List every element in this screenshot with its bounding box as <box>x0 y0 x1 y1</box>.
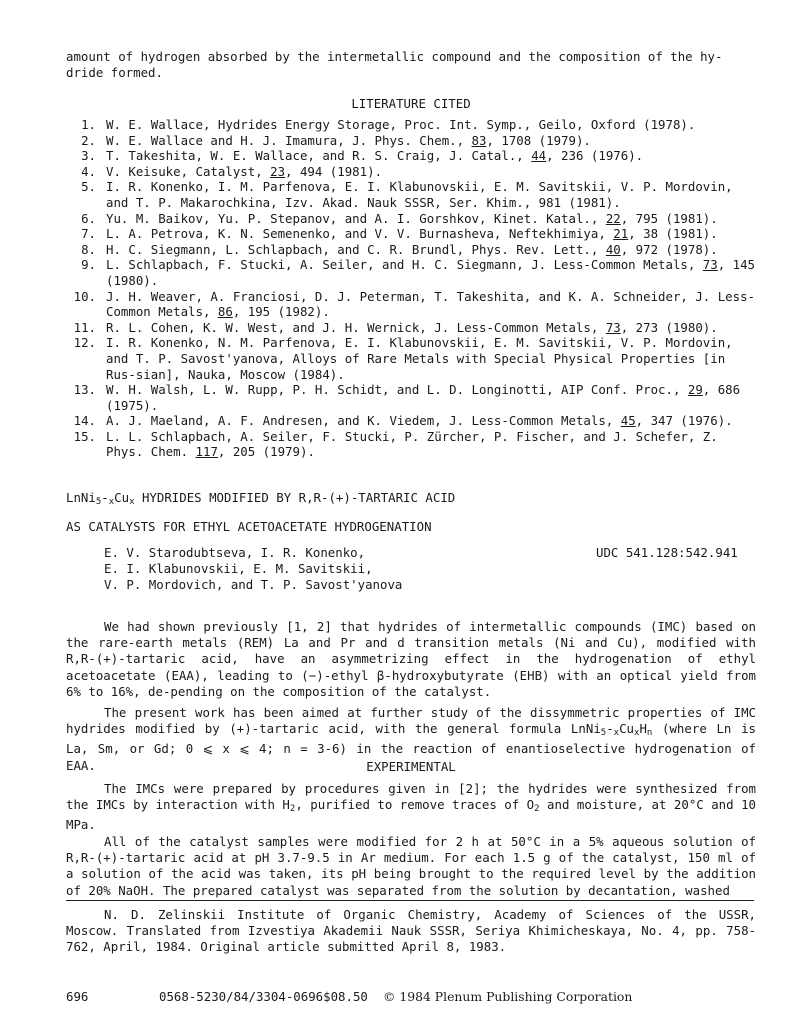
reference-text-tail: , 236 (1976). <box>546 148 644 164</box>
reference-item <box>66 320 756 336</box>
reference-number: 10. <box>73 288 96 304</box>
footnote-divider <box>66 900 754 901</box>
reference-volume: 44 <box>531 148 547 164</box>
reference-volume: 73 <box>702 257 718 273</box>
reference-volume: 22 <box>605 210 621 226</box>
document-code: 0568-5230/84/3304-0696$08.50 <box>159 989 368 1004</box>
reference-text: L. Schlapbach, F. Stucki, A. Seiler, and H. C. Siegmann, J. Less-Common Metals, <box>106 257 703 273</box>
reference-text-tail: , 38 (1981). <box>628 226 718 242</box>
reference-text-tail: , 686 (1975). <box>106 382 741 413</box>
reference-list <box>66 117 756 460</box>
reference-item <box>66 257 756 288</box>
reference-number: 9. <box>81 257 96 273</box>
intro-continuation: amount of hydrogen absorbed by the intermetallic compound and the composition of the hy-dride formed. <box>66 49 723 81</box>
paragraph-intro: We had shown previously [1, 2] that hydrides of intermetallic compounds (IMC) based on the rare-earth metals (REM) La and Pr and d transition metals (Ni and Cu), modified with R,R-(+)-tartaric acid, have an asymmetrizing effect in the hydrogenation of ethyl acetoacetate (EAA), leading to (−)-ethyl β-hydroxybutyrate (EHB) with an optical yield from 6% to 16%, de-pending on the composition of the catalyst. <box>66 619 756 699</box>
reference-number: 5. <box>81 179 96 195</box>
reference-volume: 83 <box>471 132 487 148</box>
reference-item <box>66 148 756 164</box>
reference-text-tail: , 494 (1981). <box>285 163 383 179</box>
reference-text: I. R. Konenko, I. M. Parfenova, E. I. Klabunovskii, E. M. Savitskii, V. P. Mordovin, and T. P. Makarochkina, Izv. Akad. Nauk SSSR, Ser. Khim., 981 (1981). <box>106 179 733 210</box>
reference-number: 15. <box>73 428 96 444</box>
literature-heading: LITERATURE CITED <box>351 96 471 111</box>
reference-number: 12. <box>73 335 96 351</box>
reference-number: 4. <box>81 163 96 179</box>
reference-text-tail: , 195 (1982). <box>232 304 330 320</box>
article-title <box>66 490 756 535</box>
reference-item <box>66 242 756 258</box>
reference-text-tail: , 145 (1980). <box>106 257 756 288</box>
reference-item <box>66 164 756 180</box>
reference-text: J. H. Weaver, A. Franciosi, D. J. Peterman, T. Takeshita, and K. A. Schneider, J. Less-Common Metals, <box>106 288 756 320</box>
reference-volume: 40 <box>605 241 621 257</box>
author-line: E. I. Klabunovskii, E. M. Savitskii, <box>104 561 373 577</box>
reference-text: H. C. Siegmann, L. Schlapbach, and C. R. Brundl, Phys. Rev. Lett., <box>106 241 606 257</box>
reference-text: W. H. Walsh, L. W. Rupp, P. H. Schidt, and L. D. Longinotti, AIP Conf. Proc., <box>106 382 688 398</box>
reference-text-tail: , 273 (1980). <box>620 319 718 335</box>
reference-volume: 29 <box>687 382 703 398</box>
reference-item <box>66 179 756 210</box>
reference-volume: 86 <box>217 304 233 320</box>
reference-number: 7. <box>81 226 96 242</box>
reference-item <box>66 133 756 149</box>
reference-text-tail: , 347 (1976). <box>635 413 733 429</box>
reference-volume: 45 <box>620 413 636 429</box>
reference-volume: 21 <box>613 226 629 242</box>
reference-text-tail: , 205 (1979). <box>217 444 315 460</box>
reference-text: T. Takeshita, W. E. Wallace, and R. S. Craig, J. Catal., <box>106 148 532 164</box>
reference-item <box>66 289 756 320</box>
author-line: E. V. Starodubtseva, I. R. Konenko, <box>104 545 366 560</box>
udc-code: UDC 541.128:542.941 <box>596 545 738 560</box>
reference-item <box>66 211 756 227</box>
reference-text: Yu. M. Baikov, Yu. P. Stepanov, and A. I. Gorshkov, Kinet. Katal., <box>106 210 606 226</box>
author-line: V. P. Mordovich, and T. P. Savost'yanova <box>104 577 403 593</box>
reference-text: I. R. Konenko, N. M. Parfenova, E. I. Klabunovskii, E. M. Savitskii, V. P. Mordovin, and T. P. Savost'yanova, Alloys of Rare Metals with Special Physical Properties [in Rus-sian], Nauka, Moscow (1984). <box>106 335 733 382</box>
reference-text: L. A. Petrova, K. N. Semenenko, and V. V. Burnasheva, Neftekhimiya, <box>106 226 614 242</box>
reference-text: W. E. Wallace, Hydrides Energy Storage, Proc. Int. Symp., Geilo, Oxford (1978). <box>106 117 696 132</box>
paragraph-aim: The present work has been aimed at further study of the dissymmetric properties of IMC hydrides modified by (+)-tartaric acid, with the general formula $LnNi_5-_xCu_xH_n$ (where Ln is La, Sm, or Gd; 0 ⩽ x ⩽ 4; n = 3-6) in the reaction of enantioselective hydrogenation of EAA. <box>66 705 756 773</box>
reference-text: L. L. Schlapbach, A. Seiler, F. Stucki, P. Zürcher, P. Fischer, and J. Schefer, Z. Phys. Chem. <box>106 428 718 460</box>
reference-item <box>66 117 756 133</box>
reference-number: 1. <box>81 117 96 132</box>
title-line-2: AS CATALYSTS FOR ETHYL ACETOACETATE HYDROGENATION <box>66 519 432 535</box>
author-block <box>104 545 604 594</box>
reference-item <box>66 429 756 460</box>
reference-text-tail: , 1708 (1979). <box>486 132 591 148</box>
reference-volume: 23 <box>270 163 286 179</box>
title-line-1: $LnNi_5-_xCu_x$ HYDRIDES MODIFIED BY R,R-(+)-TARTARIC ACID <box>66 490 456 507</box>
reference-number: 11. <box>73 319 96 335</box>
reference-item <box>66 335 756 382</box>
reference-volume: 117 <box>195 444 218 460</box>
reference-item <box>66 382 756 413</box>
page-number: 696 <box>66 989 89 1004</box>
reference-number: 14. <box>73 413 96 429</box>
reference-text: A. J. Maeland, A. F. Andresen, and K. Viedem, J. Less-Common Metals, <box>106 413 621 429</box>
paragraph-preparation: The IMCs were prepared by procedures given in [2]; the hydrides were synthesized from the IMCs by interaction with $H_2$, purified to remove traces of $O_2$ and moisture, at 20°C and 10 MPa. <box>66 781 757 833</box>
reference-text: R. L. Cohen, K. W. West, and J. H. Wernick, J. Less-Common Metals, <box>106 319 606 335</box>
paragraph-modification: All of the catalyst samples were modified for 2 h at 50°C in a 5% aqueous solution of R,R-(+)-tartaric acid at pH 3.7-9.5 in Ar medium. For each 1.5 g of the catalyst, 150 ml of a solution of the acid was taken, its pH being brought to the required level by the addition of 20% NaOH. The prepared catalyst was separated from the solution by decantation, washed <box>66 834 756 898</box>
copyright-notice: © 1984 Plenum Publishing Corporation <box>383 989 633 1004</box>
reference-number: 6. <box>81 210 96 226</box>
reference-text-tail: , 795 (1981). <box>620 210 718 226</box>
experimental-heading: EXPERIMENTAL <box>366 759 456 774</box>
reference-number: 3. <box>81 148 96 164</box>
reference-item <box>66 226 756 242</box>
reference-number: 2. <box>81 132 96 148</box>
reference-text: V. Keisuke, Catalyst, <box>106 163 271 179</box>
footnote: N. D. Zelinskii Institute of Organic Chemistry, Academy of Sciences of the USSR, Moscow. Translated from Izvestiya Akademii Nauk SSSR, Seriya Khimicheskaya, No. 4, pp. 758-762, April, 1984. Original article submitted April 8, 1983. <box>66 907 756 954</box>
reference-number: 8. <box>81 241 96 257</box>
reference-number: 13. <box>73 382 96 398</box>
reference-volume: 73 <box>605 319 621 335</box>
reference-text: W. E. Wallace and H. J. Imamura, J. Phys. Chem., <box>106 132 472 148</box>
reference-item <box>66 413 756 429</box>
reference-text-tail: , 972 (1978). <box>620 241 718 257</box>
